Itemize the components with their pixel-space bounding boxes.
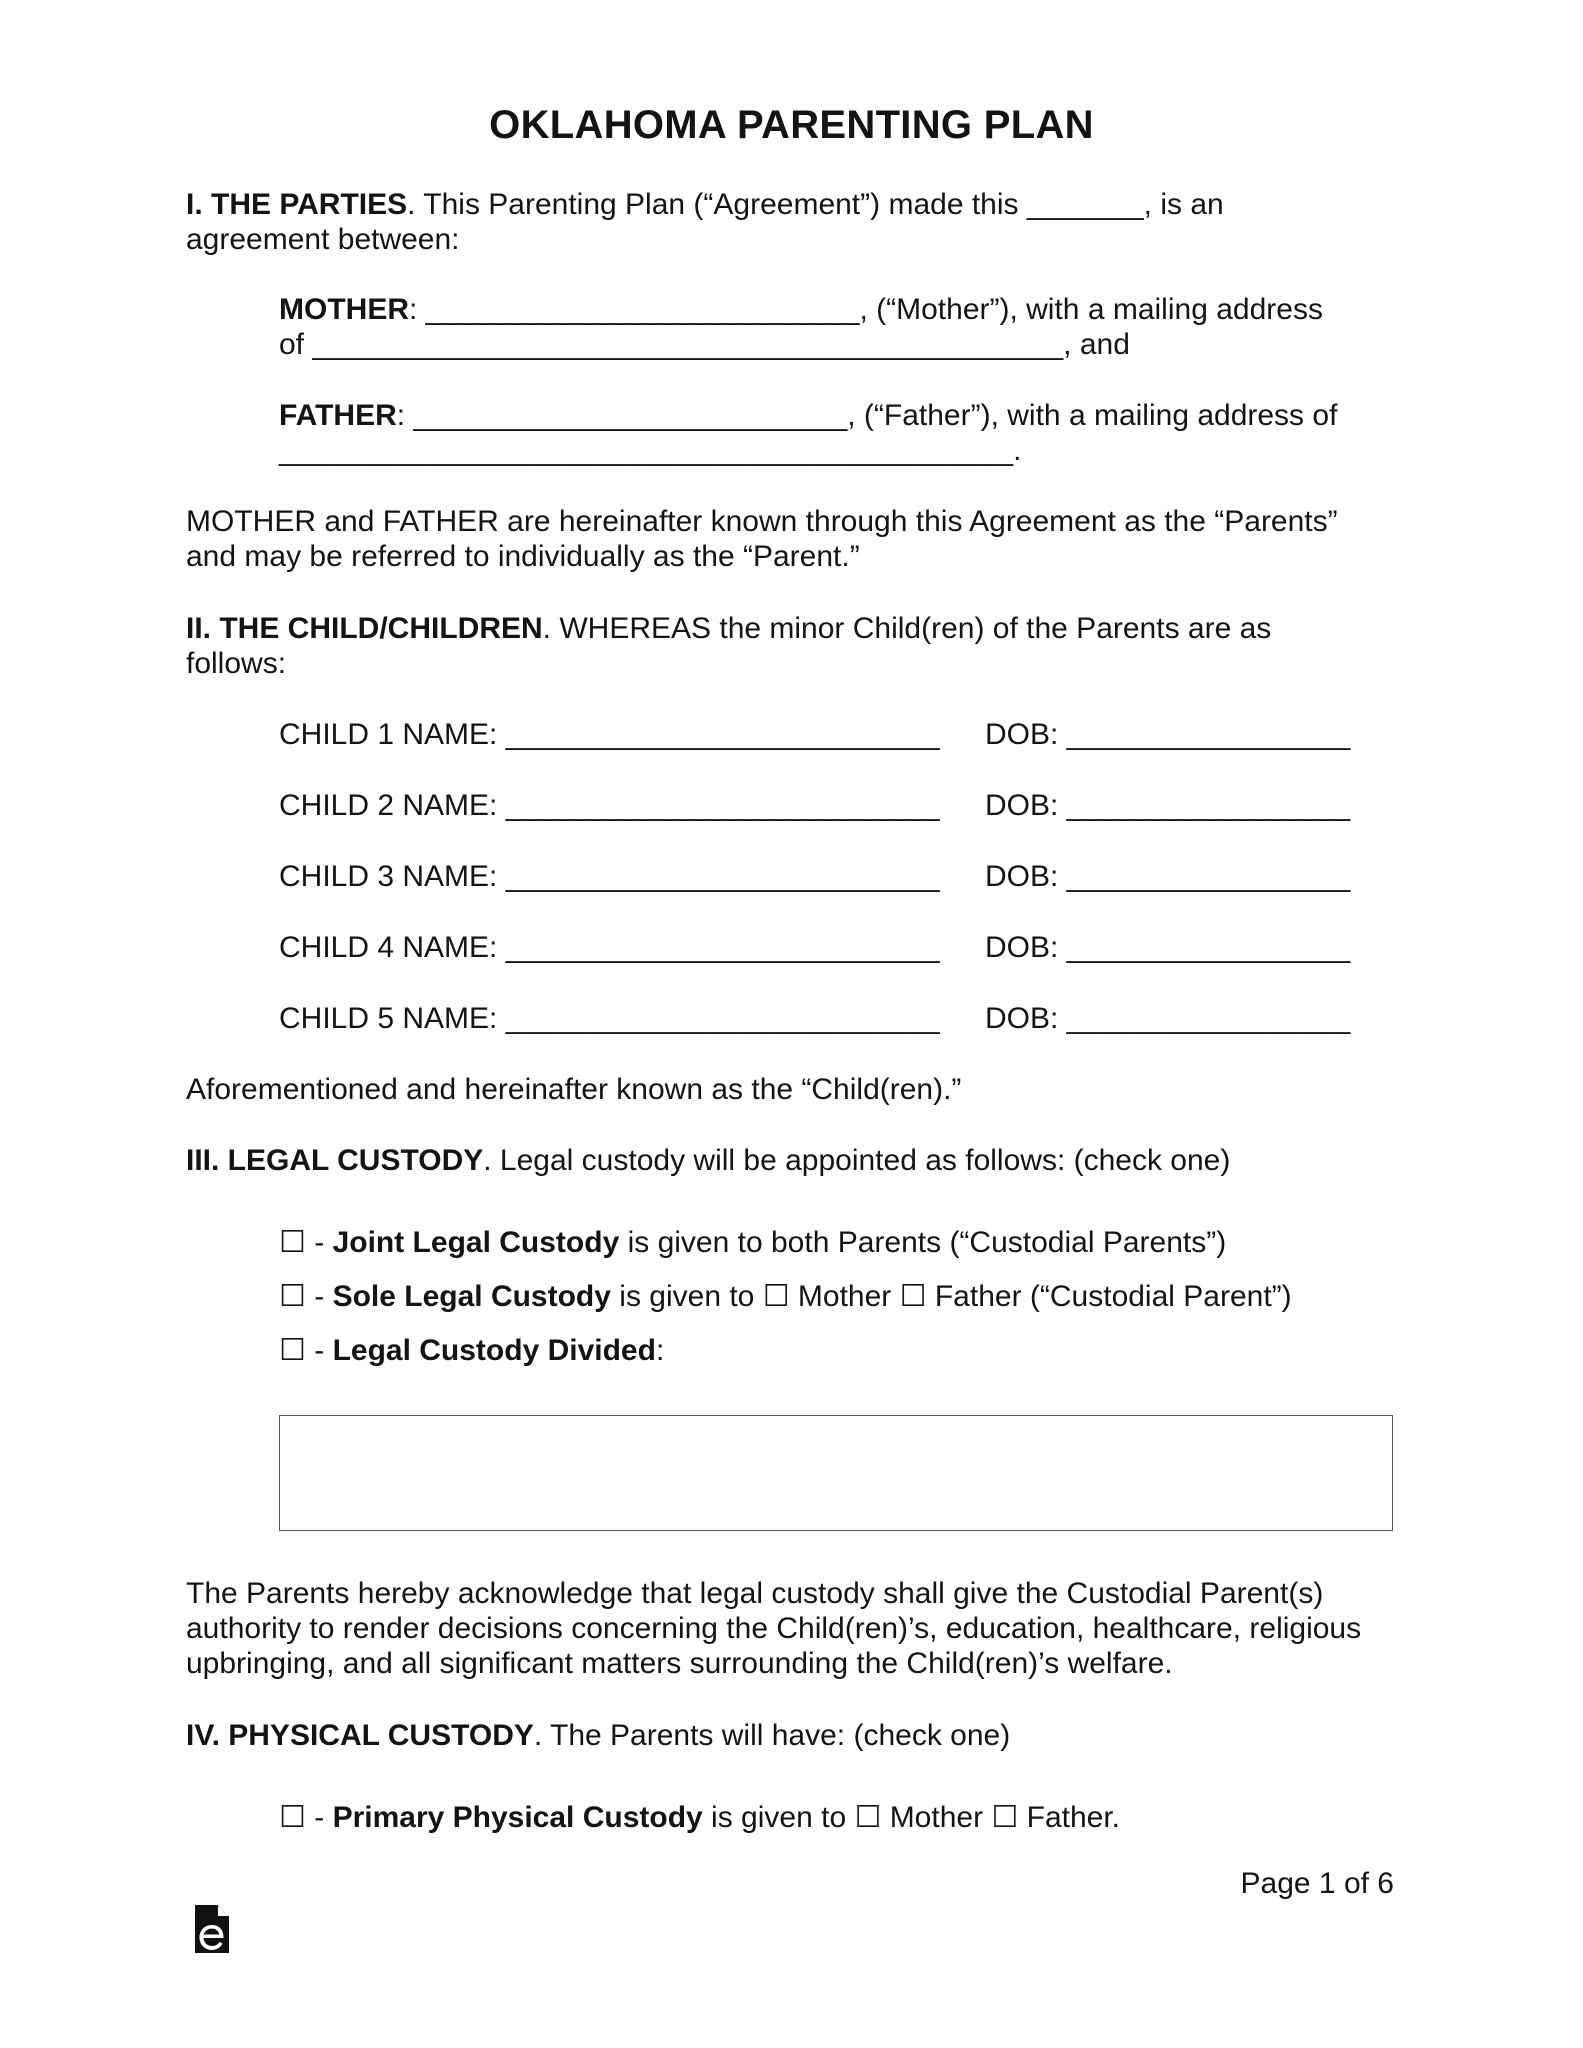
document-title: OKLAHOMA PARENTING PLAN <box>489 103 1094 147</box>
child-name-field: CHILD 4 NAME: __________________________ <box>279 931 940 964</box>
mother-label: MOTHER <box>279 293 409 326</box>
sole-legal-custody-option <box>279 1279 1399 1314</box>
joint-legal-custody-option <box>279 1225 1399 1260</box>
physical-custody-paragraph <box>186 1718 1396 1753</box>
child-row <box>279 1001 1399 1036</box>
physical-custody-text: . The Parents will have: (check one) <box>533 1719 1011 1752</box>
checkbox-icon: ☐ - <box>279 1226 333 1259</box>
child-dob-field: DOB: _________________ <box>985 931 1351 964</box>
father-line-1 <box>279 398 1399 433</box>
child-name-field: CHILD 3 NAME: __________________________ <box>279 860 940 893</box>
primary-physical-custody-option <box>279 1800 1399 1835</box>
sole-legal-custody-text: is given to ☐ Mother ☐ Father (“Custodial Parent”) <box>610 1280 1292 1313</box>
mother-line-1 <box>279 292 1399 327</box>
child-row <box>279 859 1399 894</box>
aforementioned-text: Aforementioned and hereinafter known as the “Child(ren).” <box>186 1073 962 1106</box>
joint-legal-custody-label: Joint Legal Custody <box>332 1226 620 1259</box>
acknowledge-paragraph: The Parents hereby acknowledge that legal custody shall give the Custodial Parent(s) authority to render decisions concerning the Child(ren)’s, education, healthcare, religious upbringing, and all significant matters surrounding the Child(ren)’s welfare. <box>186 1577 1370 1680</box>
legal-custody-divided-label: Legal Custody Divided <box>332 1334 656 1367</box>
legal-custody-heading: III. LEGAL CUSTODY <box>186 1144 484 1177</box>
sole-legal-custody-label: Sole Legal Custody <box>332 1280 611 1313</box>
checkbox-icon: ☐ - <box>279 1334 333 1367</box>
legal-custody-divided-box <box>279 1415 1393 1531</box>
child-dob-field: DOB: _________________ <box>985 789 1351 822</box>
mother-address-field: of _____________________________________________, and <box>279 328 1130 361</box>
children-text: . WHEREAS the minor Child(ren) of the Parents are as follows: <box>186 612 1280 680</box>
child-name-field: CHILD 2 NAME: __________________________ <box>279 789 940 822</box>
child-row <box>279 930 1399 965</box>
father-name-field: : __________________________, (“Father”), with a mailing address of <box>396 399 1338 432</box>
children-paragraph <box>186 611 1336 681</box>
joint-legal-custody-text: is given to both Parents (“Custodial Parents”) <box>619 1226 1227 1259</box>
checkbox-icon: ☐ - <box>279 1280 333 1313</box>
parents-paragraph: MOTHER and FATHER are hereinafter known through this Agreement as the “Parents” and may be referred to individually as the “Parent.” <box>186 505 1346 573</box>
father-address-field: ____________________________________________. <box>279 434 1022 467</box>
parties-paragraph <box>186 187 1266 257</box>
mother-name-field: : __________________________, (“Mother”), with a mailing address <box>409 293 1323 326</box>
legal-custody-divided-text: : <box>655 1334 665 1367</box>
child-dob-field: DOB: _________________ <box>985 860 1351 893</box>
primary-physical-custody-label: Primary Physical Custody <box>332 1801 703 1834</box>
legal-custody-paragraph <box>186 1143 1396 1178</box>
child-row <box>279 717 1399 752</box>
checkbox-icon: ☐ - <box>279 1801 333 1834</box>
parties-text: . This Parenting Plan (“Agreement”) made this _______, is an agreement between: <box>186 188 1233 256</box>
parties-heading: I. THE PARTIES <box>186 188 408 221</box>
child-dob-field: DOB: _________________ <box>985 1002 1351 1035</box>
children-heading: II. THE CHILD/CHILDREN <box>186 612 543 645</box>
child-row <box>279 788 1399 823</box>
father-label: FATHER <box>279 399 397 432</box>
child-name-field: CHILD 1 NAME: __________________________ <box>279 718 940 751</box>
legal-custody-text: . Legal custody will be appointed as follows: (check one) <box>483 1144 1231 1177</box>
primary-physical-custody-text: is given to ☐ Mother ☐ Father. <box>702 1801 1121 1834</box>
eforms-logo-icon <box>193 1905 231 1955</box>
page-number: Page 1 of 6 <box>1240 1867 1394 1900</box>
physical-custody-heading: IV. PHYSICAL CUSTODY <box>186 1719 534 1752</box>
legal-custody-divided-option <box>279 1333 1399 1368</box>
child-name-field: CHILD 5 NAME: __________________________ <box>279 1002 940 1035</box>
child-dob-field: DOB: _________________ <box>985 718 1351 751</box>
